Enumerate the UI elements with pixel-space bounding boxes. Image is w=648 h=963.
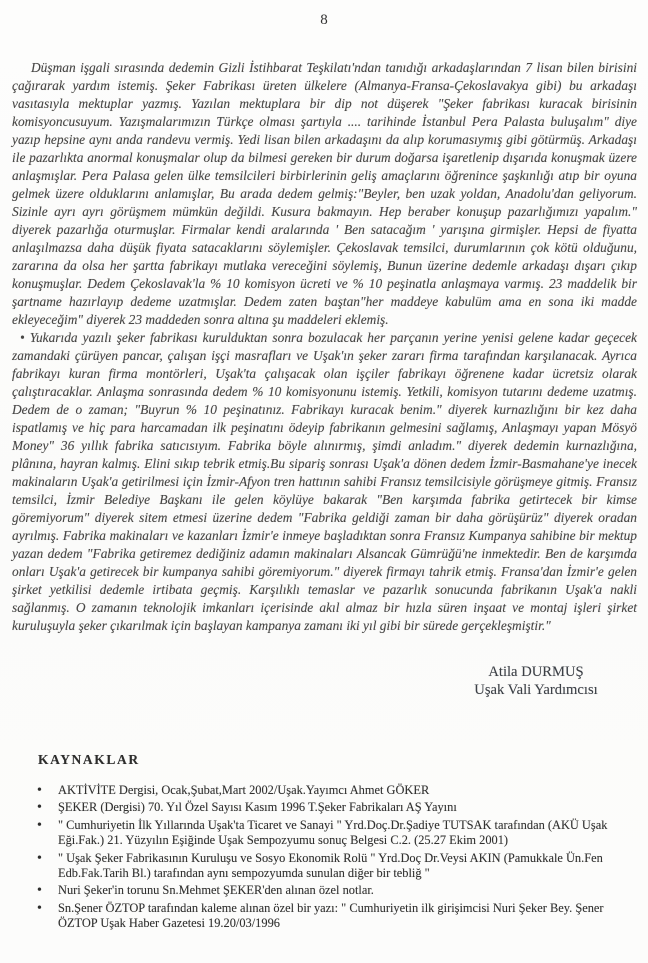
references-heading: KAYNAKLAR (38, 752, 140, 767)
story-body (12, 59, 637, 635)
signature-block (410, 664, 648, 699)
page-number: 8 (320, 12, 328, 28)
story-paragraph-2: • Yukarıda yazılı şeker fabrikası kurulduktan sonra bozulacak her parçanın yerine yenisi gelene kadar geçecek zamandaki çürüyen pancar, çalışan işçi masrafları ve Uşak'ın şeker zararı firma tarafından karşılanacak. Ayrıca fabrikayı kuran firma montörleri, Uşak'ta çalışacak olan işçiler fabrikayı öğrenene kadar ücretsiz olarak çalıştıracaklar. Anlaşma sonrasında dedem % 10 komisyonunu istemiş. Yetkili, komisyon tutarını dedeme uzatmış. Dedem de o zaman; "Buyrun % 10 peşinatınız. Fabrikayı kuracak benim." diyerek kurnazlığını bir kez daha ispatlamış ve hiç para harcamadan ilk peşinatını ödeyip fabrikanın gelmesini sağlamış, Anlaşmayı yapan Mösyö Money" 36 yıllık fabrika satıcısıyım. Fabrika böyle alınırmış, şimdi anladım." diyerek dedemin kurnazlığına, plânına, hayran kalmış. Elini sıkıp tebrik etmiş.Bu sipariş sonrası Uşak'a dönen dedem İzmir-Basmahane'ye inecek makinaların Uşak'a getirilmesi için İzmir-Afyon tren hattının sahibi Fransız temsilcisiyle görüşmeye gitmiş. Fransız temsilci, İzmir Belediye Başkanı ile gelen köylüye bakarak "Ben karşımda fabrika getirtecek bir kimse göremiyorum" diyerek sitem etmesi üzerine dedem "Fabrika geldiği zaman bir daha görüşürüz" diyerek oradan ayrılmış. Fabrika makinaları ve kazanları İzmir'e inmeye başladıktan sonra Fransız Kumpanya sahibine bir mektup yazan dedem "Fabrika getiremez dediğiniz adamın makinaları Alsancak Gümrüğü'ne inmektedir. Ben de karşımda onları Uşak'a getirecek bir kumpanya sahibi göremiyorum." diyerek firmayı tahrik etmiş. Fransa'dan İzmir'e gelen şirket yetkilisi dedemle irtibata geçmiş. Karşılıklı temaslar ve pazarlık sonucunda fabrikanın Uşak'a nakli sağlanmış. O zamanın teknolojik imkanları içerisinde akıl almaz bir hızla süren inşaat ve montaj işleri şirket kuruluşuyla şeker çıkarılmak için başlayan kampanya zamanı iki yıl gibi bir sürede gerçekleşmiştir." (12, 330, 637, 633)
references-section (36, 752, 638, 934)
references-list (36, 783, 638, 932)
signature-name: Atila DURMUŞ (488, 664, 584, 680)
reference-item: • " Cumhuriyetin İlk Yıllarında Uşak'ta Ticaret ve Sanayi " Yrd.Doç.Dr.Şadiye TUTSAK tarafından (AKÜ Uşak Eği.Fak.) 21. Yüzyılın Eşiğinde Uşak Sempozyumu sonuç Belgesi C.2. (25.27 Ekim 2001) (36, 818, 638, 849)
reference-item: • " Uşak Şeker Fabrikasının Kuruluşu ve Sosyo Ekonomik Rolü " Yrd.Doç Dr.Veysi AKIN (Pamukkale Ün.Fen Edb.Fak.Tarih Bl.) tarafından aynı sempozyumda sunulan diğer bir tebliğ " (36, 851, 638, 882)
signature-title: Uşak Vali Yardımcısı (474, 681, 598, 698)
reference-item: • Sn.Şener ÖZTOP tarafından kaleme alınan özel bir yazı: " Cumhuriyetin ilk girişimcisi Nuri Şeker Bey. Şener ÖZTOP Uşak Haber Gazetesi 19.20/03/1996 (36, 901, 638, 932)
reference-item: • ŞEKER (Dergisi) 70. Yıl Özel Sayısı Kasım 1996 T.Şeker Fabrikaları AŞ Yayını (36, 800, 638, 815)
reference-item: • Nuri Şeker'in torunu Sn.Mehmet ŞEKER'den alınan özel notlar. (36, 883, 638, 898)
reference-item: • AKTİVİTE Dergisi, Ocak,Şubat,Mart 2002/Uşak.Yayımcı Ahmet GÖKER (36, 783, 638, 798)
story-paragraph-1: Düşman işgali sırasında dedemin Gizli İstihbarat Teşkilatı'ndan tanıdığı arkadaşlarından 7 lisan bilen birisini çağırarak yardım istemiş. Şeker Fabrikası üreten ülkelere (Almanya-Fransa-Çekoslavakya gibi) bu arkadaşı vasıtasıyla mektuplar yazmış. Yazılan mektuplara bir dip not düşerek "Şeker fabrikası kuracak birisinin komisyoncusuyum. Yazışmalarımızın Türkçe olması şartıyla .... tarihinde İstanbul Pera Palasta buluşalım" diye yazıp hepsine aynı anda randevu vermiş. Yedi lisan bilen arkadaşını da alıp korumasıymış gibi götürmüş. Arkadaşı ile pazarlıkta anormal konuşmalar olup da bilmesi gereken bir durum doğarsa işaretlenip dışarıda konuşmak üzere anlaşmışlar. Pera Palasa gelen ülke temsilcileri birbirlerinin geliş amaçlarını öğrenince şaşkınlığı atıp bir oyuna gelmek üzere olduklarını anlamışlar, Bu arada dedem gelmiş:"Beyler, ben uzak yoldan, Anadolu'dan geliyorum. Sizinle ayrı ayrı görüşmem mümkün değildi. Kusura bakmayın. Hep beraber konuşup pazarlığımızı yapalım." diyerek pazarlığa oturmuşlar. Firmalar kendi aralarında ' Ben satacağım ' yarışına girmişler. Hepsi de fiyatta anlaşılmazsa daha düşük fiyata satacaklarını söylemişler. Çekoslavak temsilci, durumlarının çok kötü olduğunu, zararına da olsa her şartta fabrikayı mutlaka vereceğini söylemiş, Bunun üzerine dedemle arkadaşı dışarı çıkıp konuşmuşlar. Dedem Çekoslavak'la % 10 komisyon ücreti ve % 10 peşinatla anlaşmaya varmış. 23 maddelik bir şartname hazırlayıp dedeme uzatmışlar. Dedem zaten baştan"her maddeye kabulüm ama en sona iki madde ekleyeceğim" diyerek 23 maddeden sonra altına şu maddeleri eklemiş. (12, 60, 637, 327)
